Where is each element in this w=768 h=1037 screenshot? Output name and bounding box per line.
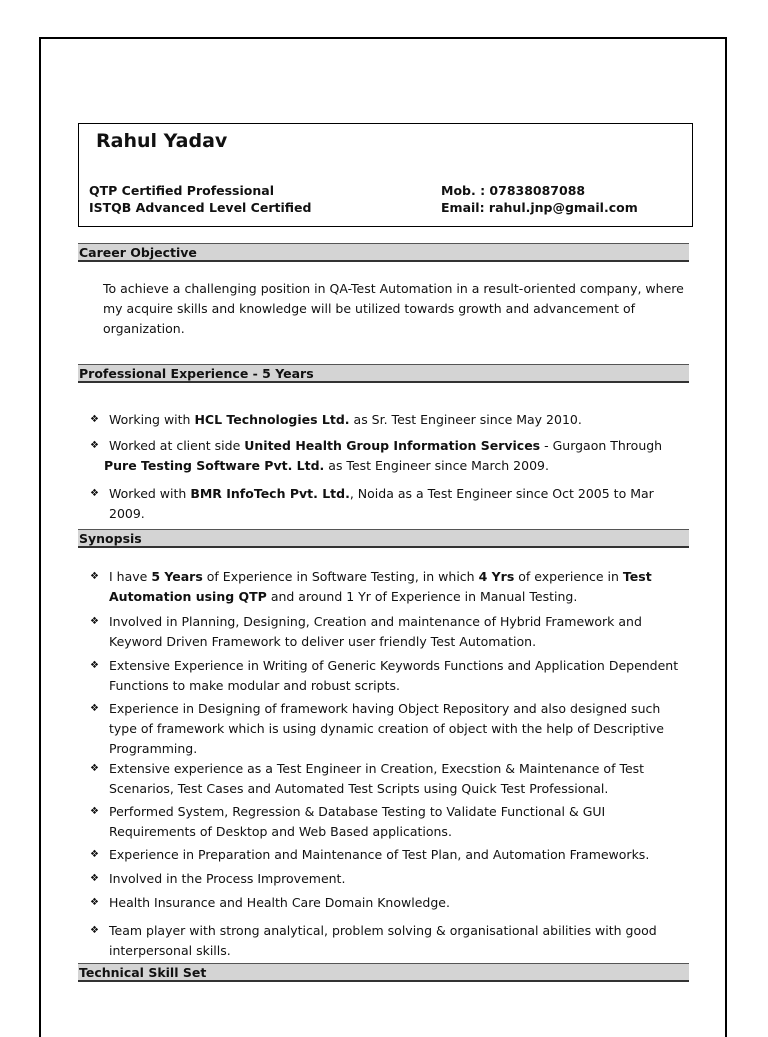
diamond-bullet-icon: ❖ bbox=[90, 571, 99, 582]
list-item: ❖ Health Insurance and Health Care Domain Knowledge. bbox=[90, 893, 692, 913]
diamond-bullet-icon: ❖ bbox=[90, 440, 99, 451]
diamond-bullet-icon: ❖ bbox=[90, 873, 99, 884]
email-address: Email: rahul.jnp@gmail.com bbox=[441, 200, 638, 215]
list-item: ❖ Involved in the Process Improvement. bbox=[90, 869, 692, 889]
diamond-bullet-icon: ❖ bbox=[90, 806, 99, 817]
mobile-number: Mob. : 07838087088 bbox=[441, 183, 586, 198]
diamond-bullet-icon: ❖ bbox=[90, 763, 99, 774]
diamond-bullet-icon: ❖ bbox=[90, 925, 99, 936]
list-item: ❖ Performed System, Regression & Database Testing to Validate Functional & GUI Requirements of Desktop and Web Based applications. bbox=[90, 804, 606, 839]
list-item: ❖ I have 5 Years of Experience in Software Testing, in which 4 Yrs of experience in Test Automation using QTP and around 1 Yr of Experience in Manual Testing. bbox=[90, 569, 652, 604]
list-item: ❖ Team player with strong analytical, problem solving & organisational abilities with good interpersonal skills. bbox=[90, 923, 657, 958]
list-item: ❖ Experience in Designing of framework having Object Repository and also designed such type of framework which is using dynamic creation of object with the help of Descriptive Programming. bbox=[90, 701, 664, 756]
list-item: ❖ Experience in Preparation and Maintenance of Test Plan, and Automation Frameworks. bbox=[90, 845, 692, 865]
diamond-bullet-icon: ❖ bbox=[90, 488, 99, 499]
section-synopsis: Synopsis bbox=[78, 529, 689, 548]
diamond-bullet-icon: ❖ bbox=[90, 703, 99, 714]
diamond-bullet-icon: ❖ bbox=[90, 849, 99, 860]
list-item: ❖ Extensive experience as a Test Engineer in Creation, Execstion & Maintenance of Test Scenarios, Test Cases and Automated Test Scripts using Quick Test Professional. bbox=[90, 761, 645, 796]
diamond-bullet-icon: ❖ bbox=[90, 897, 99, 908]
list-item: ❖ Involved in Planning, Designing, Creation and maintenance of Hybrid Framework and Keyword Driven Framework to deliver user friendly Test Automation. bbox=[90, 614, 642, 649]
certification-qtp: QTP Certified Professional bbox=[89, 183, 274, 198]
list-item: ❖ Working with HCL Technologies Ltd. as Sr. Test Engineer since May 2010. bbox=[90, 410, 692, 430]
section-professional-experience: Professional Experience - 5 Years bbox=[78, 364, 689, 383]
career-objective-text: To achieve a challenging position in QA-Test Automation in a result-oriented company, where my acquire skills and knowledge will be utilized towards growth and advancement of organization. bbox=[103, 281, 684, 336]
candidate-name: Rahul Yadav bbox=[96, 130, 228, 152]
section-career-objective: Career Objective bbox=[78, 243, 689, 262]
diamond-bullet-icon: ❖ bbox=[90, 660, 99, 671]
certification-istqb: ISTQB Advanced Level Certified bbox=[89, 200, 312, 215]
list-item: ❖ Worked at client side United Health Group Information Services - Gurgaon Through Pure Testing Software Pvt. Ltd. as Test Engineer since March 2009. bbox=[90, 438, 663, 473]
list-item: ❖ Extensive Experience in Writing of Generic Keywords Functions and Application Dependent Functions to make modular and robust scripts. bbox=[90, 658, 679, 693]
diamond-bullet-icon: ❖ bbox=[90, 616, 99, 627]
list-item: ❖ Worked with BMR InfoTech Pvt. Ltd., Noida as a Test Engineer since Oct 2005 to Mar 2009. bbox=[90, 486, 654, 521]
header-box bbox=[78, 123, 693, 227]
diamond-bullet-icon: ❖ bbox=[90, 414, 99, 425]
section-technical-skill-set: Technical Skill Set bbox=[78, 963, 689, 982]
